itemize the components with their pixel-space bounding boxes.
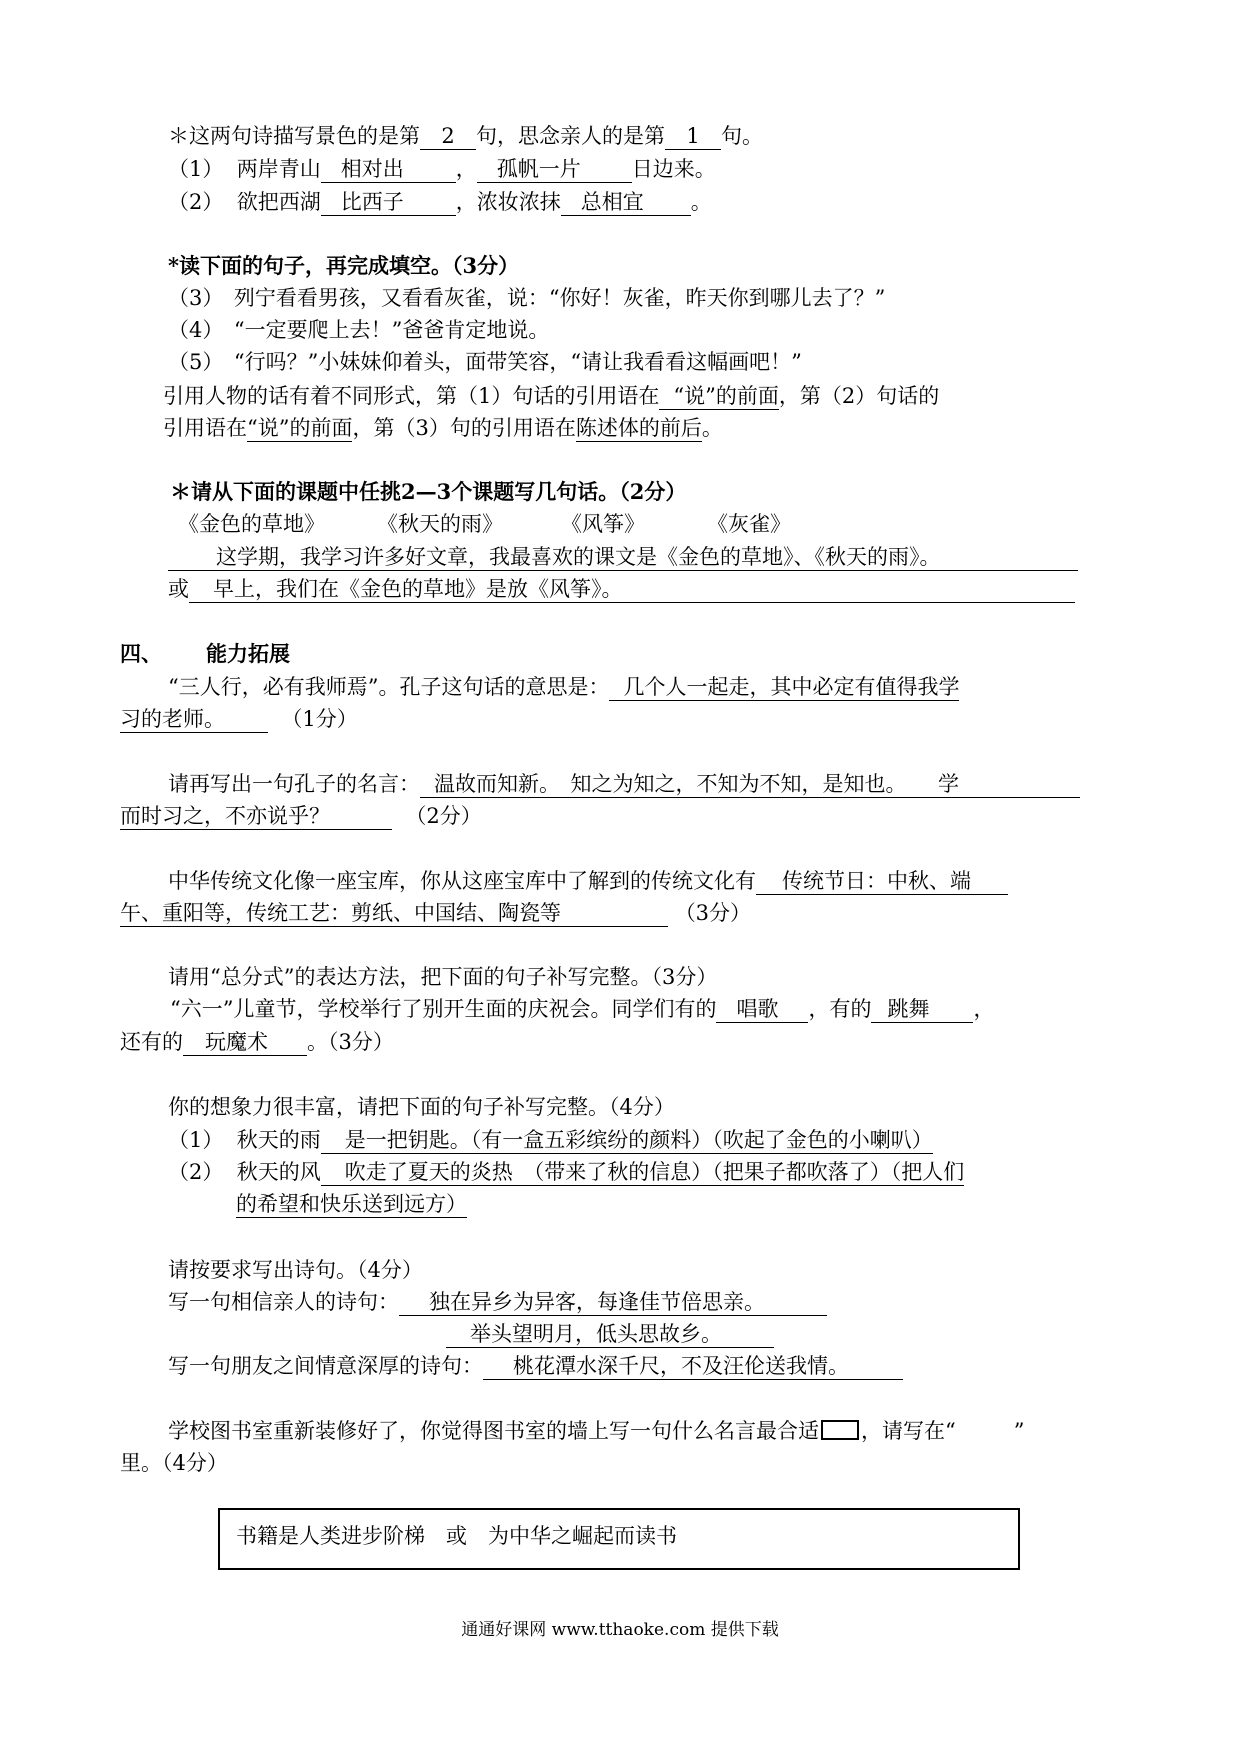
answer-blank: 唱歌 xyxy=(716,997,808,1023)
answer-blank: 跳舞 xyxy=(871,997,973,1023)
general-specific-title: 请用“总分式”的表达方法，把下面的句子补写完整。（3分） xyxy=(168,965,718,989)
answer-blank: 举头望明月，低头思故乡。 xyxy=(446,1322,774,1348)
autumn-wind-line: （2） 秋天的风 吹走了夏天的炎热 （带来了秋的信息）（把果子都吹落了）（把人们 xyxy=(168,1160,965,1184)
library-question: 学校图书室重新装修好了，你觉得图书室的墙上写一句什么名言最合适 ，请写在“ ” xyxy=(168,1419,1025,1443)
quote-form-line-1: 引用人物的话有着不同形式，第（1）句话的引用语在 “说”的前面，第（2）句话的 xyxy=(163,384,940,408)
answer-blank: 几个人一起走，其中必定有值得我学 xyxy=(609,675,959,701)
answer-blank: 玩魔术 xyxy=(183,1030,307,1056)
poem-line-2: （2） 欲把西湖 比西子 ，浓妆浓抹 总相宜 。 xyxy=(168,190,712,214)
confucius-question-cont: 习的老师。 （1分） xyxy=(120,707,358,731)
autumn-rain-line: （1） 秋天的雨 是一把钥匙。（有一盒五彩缤纷的颜料）（吹起了金色的小喇叭） xyxy=(168,1128,933,1152)
answer-blank: “说”的前面 xyxy=(659,384,778,410)
answer-blank: 独在异乡为异客，每逢佳节倍思亲。 xyxy=(399,1290,827,1316)
answer-blank: “说”的前面 xyxy=(247,416,353,440)
culture-question-cont: 午、重阳等，传统工艺：剪纸、中国结、陶瓷等 （3分） xyxy=(120,901,752,925)
answer-blank: 的希望和快乐送到远方） xyxy=(236,1192,467,1216)
sentence-4: （4） “一定要爬上去！”爸爸肯定地说。 xyxy=(168,318,550,342)
answer-blank: 温故而知新。 知之为知之，不知为不知，是知也。 学 xyxy=(420,772,1080,798)
answer-blank: 比西子 xyxy=(321,190,456,216)
poem-line-1: （1） 两岸青山 相对出 ， 孤帆一片 日边来。 xyxy=(168,157,716,181)
family-poem-line-2 xyxy=(446,1320,774,1348)
family-poem-line: 写一句相信亲人的诗句： 独在异乡为异客，每逢佳节倍思亲。 xyxy=(168,1288,827,1316)
sentence-5: （5） “行吗？”小妹妹仰着头，面带笑容，“请让我看看这幅画吧！” xyxy=(168,350,802,374)
answer-blank: 孤帆一片 xyxy=(477,157,632,183)
answer-line xyxy=(168,543,1078,571)
answer-blank: 桃花潭水深千尺，不及汪伦送我情。 xyxy=(483,1354,903,1380)
autumn-wind-cont xyxy=(236,1190,467,1218)
friendship-poem-line: 写一句朋友之间情意深厚的诗句： 桃花潭水深千尺，不及汪伦送我情。 xyxy=(168,1352,903,1380)
answer-blank: 而时习之，不亦说乎？ xyxy=(120,804,392,830)
children-day-cont: 还有的 玩魔术 。（3分） xyxy=(120,1030,394,1054)
answer-line: 或 早上，我们在《金色的草地》是放《风筝》。 xyxy=(168,575,1075,603)
lesson-titles: 《金色的草地》 《秋天的雨》 《风筝》 《灰雀》 xyxy=(178,512,791,536)
quote-form-line-2: 引用语在“说”的前面，第（3）句的引用语在陈述体的前后。 xyxy=(163,416,723,440)
confucius-question: “三人行，必有我师焉”。孔子这句话的意思是： 几个人一起走，其中必定有值得我学 xyxy=(168,675,960,699)
confucius-quote-question: 请再写出一句孔子的名言： 温故而知新。 知之为知之，不知为不知，是知也。 学 xyxy=(168,770,1080,798)
answer-blank: 这学期，我学习许多好文章，我最喜欢的课文是《金色的草地》、《秋天的雨》。 xyxy=(168,545,1078,571)
answer-blank: 相对出 xyxy=(321,157,456,183)
section-heading: 四、 能力拓展 xyxy=(120,641,290,666)
answer-blank: 是一把钥匙。（有一盒五彩缤纷的颜料）（吹起了金色的小喇叭） xyxy=(321,1128,933,1154)
confucius-quote-cont: 而时习之，不亦说乎？ （2分） xyxy=(120,804,482,828)
imagination-title: 你的想象力很丰富，请把下面的句子补写完整。（4分） xyxy=(168,1095,675,1119)
footer: 通通好课网 www.tthaoke.com 提供下载 xyxy=(461,1620,779,1640)
children-day-line: “六一”儿童节，学校举行了别开生面的庆祝会。同学们有的 唱歌 ，有的 跳舞 ， xyxy=(170,997,995,1021)
answer-blank: 总相宜 xyxy=(561,190,691,216)
answer-box xyxy=(218,1508,1020,1570)
section-title: *读下面的句子，再完成填空。（3分） xyxy=(168,253,520,278)
answer-blank: 2 xyxy=(420,124,476,150)
answer-box-text: 书籍是人类进步阶梯 或 为中华之崛起而读书 xyxy=(236,1524,677,1548)
answer-blank: 陈述体的前后 xyxy=(575,416,702,440)
culture-question: 中华传统文化像一座宝库，你从这座宝库中了解到的传统文化有 传统节日：中秋、端 xyxy=(168,867,1008,895)
poem-question-line: ＊这两句诗描写景色的是第 2 句，思念亲人的是第 1 句。 xyxy=(168,124,763,148)
answer-blank: 1 xyxy=(665,124,721,150)
answer-blank: 习的老师。 xyxy=(120,707,268,733)
sentence-3: （3） 列宁看看男孩，又看看灰雀，说：“你好！灰雀，昨天你到哪儿去了？” xyxy=(168,286,886,310)
answer-blank: 吹走了夏天的炎热 （带来了秋的信息）（把果子都吹落了）（把人们 xyxy=(321,1160,965,1186)
answer-blank: 午、重阳等，传统工艺：剪纸、中国结、陶瓷等 xyxy=(120,901,668,927)
answer-blank: 早上，我们在《金色的草地》是放《风筝》。 xyxy=(189,577,1075,603)
library-question-cont: 里。（4分） xyxy=(120,1451,228,1475)
poem-request-title: 请按要求写出诗句。（4分） xyxy=(168,1258,423,1282)
answer-blank: 传统节日：中秋、端 xyxy=(756,869,1008,895)
section-title: ＊请从下面的课题中任挑2—3个课题写几句话。（2分） xyxy=(170,479,687,504)
small-box xyxy=(821,1420,859,1440)
